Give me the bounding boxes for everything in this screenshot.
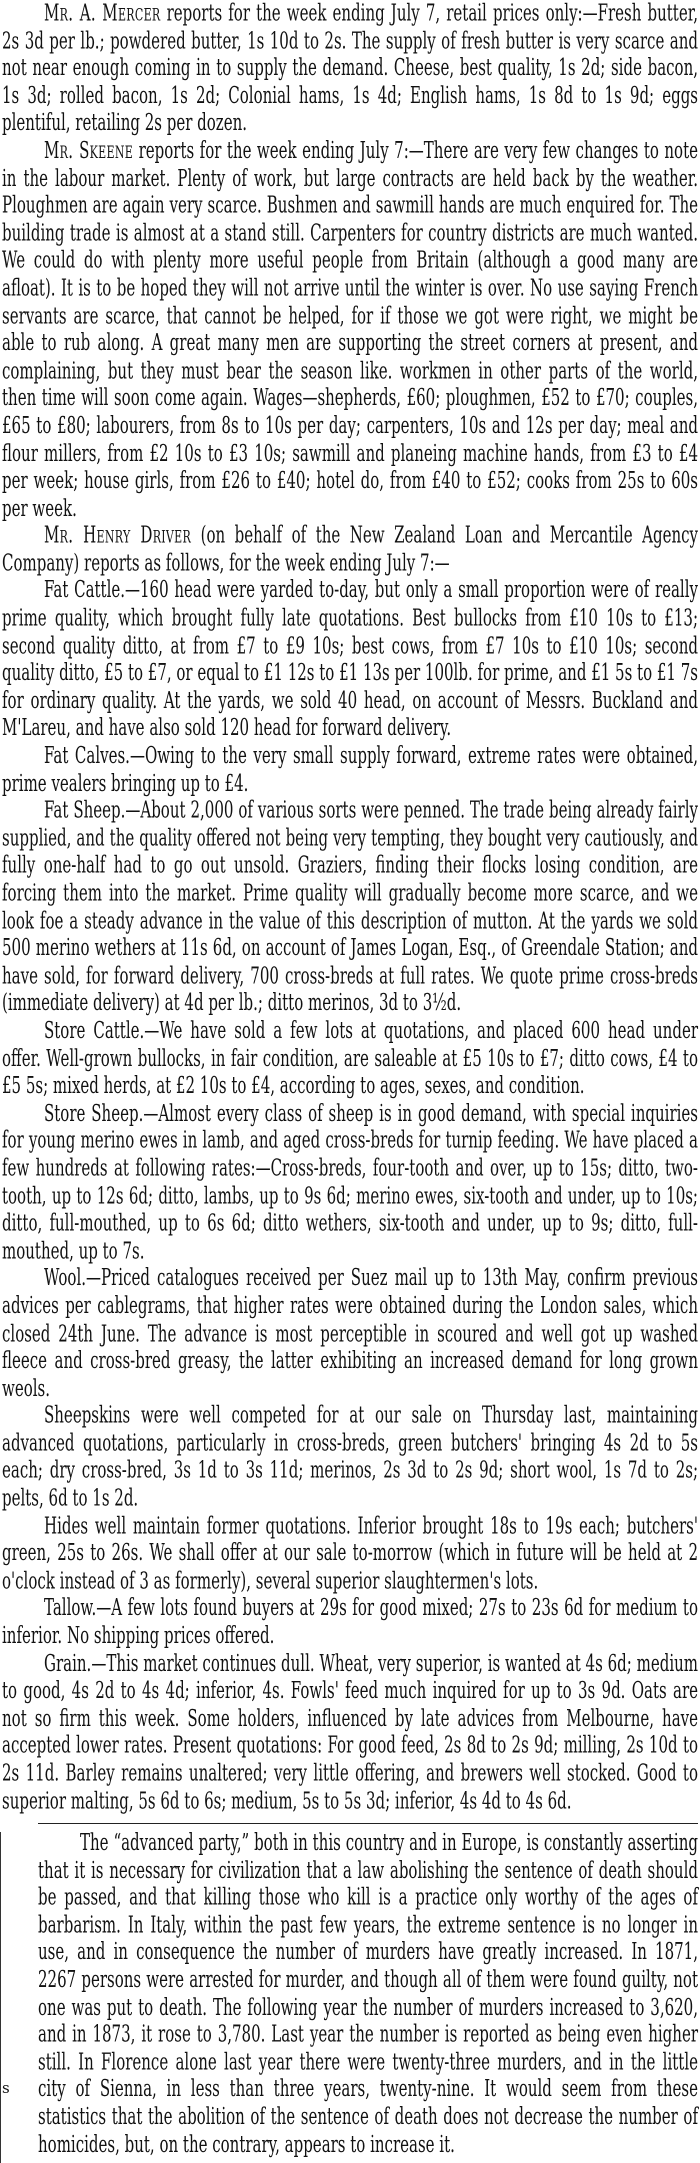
section-fat-calves: Fat Calves.—Owing to the very small supply forward, extreme rates were obtained, prime vealers bringing up to £4.: [2, 741, 698, 797]
market-reports-text: [2, 0, 698, 1815]
section-tallow: Tallow.—A few lots found buyers at 29s for good mixed; 27s to 23s 6d for medium to inferior. No shipping prices offered.: [2, 1593, 698, 1650]
editorial-fitbox: [2, 1828, 698, 2158]
mercer-name: Mr. A. Mercer: [44, 0, 161, 27]
adjacent-column-edge: [0, 1832, 2, 2163]
section-sheepskins: Sheepskins were well competed for at our sale on Thursday last, maintaining advanced quotations, particularly in cross-breds, green butchers' bringing 4s 2d to 5s each; dry cross-bred, 3s 1d to 3s 11d; merinos, 2s 3d to 2s 9d; short wool, 1s 7d to 2s; pelts, 6d to 1s 2d.: [2, 1401, 698, 1512]
market-reports-fitbox: [2, 0, 698, 1815]
editorial-paragraph: The “advanced party,” both in this country and in Europe, is constantly asserting that it is necessary for civilization that a law abolishing the sentence of death should be passed, and that killing those who kill is a practice only worthy of the ages of barbarism. In Italy, within the past few years, the extreme sentence is no longer in use, and in consequence the number of murders have greatly increased. In 1871, 2267 persons were arrested for murder, and though all of them were found guilty, not one was put to death. The following year the number of murders increased to 3,620, and in 1873, it rose to 3,780. Last year the number is reported as being even higher still. In Florence alone last year there were twenty-three murders, and in the little city of Sienna, in less than three years, twenty-nine. It would seem from these statistics that the abolition of the sentence of death does not decrease the number of homicides, but, on the contrary, appears to increase it.: [38, 1828, 698, 2158]
skeene-report: [2, 135, 698, 523]
section-fat-cattle: Fat Cattle.—160 head were yarded to-day, but only a small proportion were of really prime quality, which brought fully late quotations. Best bullocks from £10 10s to £13; second quality ditto, at from £7 to £9 10s; best cows, from £7 10s to £10 10s; second quality ditto, £5 to £7, or equal to £1 12s to £1 13s per 100lb. for prime, and £1 5s to £1 7s for ordinary quality. At the yards, we sold 40 head, on account of Messrs. Buckland and M'Lareu, and have also sold 120 head for forward delivery.: [2, 576, 698, 742]
editorial-article: [2, 1830, 698, 2163]
skeene-text: reports for the week ending July 7:—There are very few changes to note in the labour market. Plenty of work, but large contracts are held back by the weather. Ploughmen are again very scarce. Bushmen and sawmill hands are much enquired for. The building trade is almost at a stand still. Carpenters for country districts are much wanted. We could do with plenty more useful people from Britain (although a good many are afloat). It is to be hoped they will not arrive until the winter is over. No use saying French servants are scarce, that cannot be helped, for if those we got were right, we might be able to rub along. A great many men are supporting the street corners at present, and complaining, but they must bear the season like. workmen in other parts of the world, then time will soon come again. Wages—shepherds, £60; ploughmen, £52 to £70; couples, £65 to £80; labourers, from 8s to 10s per day; carpenters, 10s and 12s per day; meal and flour millers, from £2 10s to £3 10s; sawmill and planeing machine hands, from £3 to £4 per week; house girls, from £26 to £40; hotel do, from £40 to £52; cooks from 25s to 60s per week.: [2, 135, 698, 522]
editorial-text-wrap: [2, 1830, 698, 2158]
section-grain: Grain.—This market continues dull. Wheat, very superior, is wanted at 4s 6d; medium to good, 4s 2d to 4s 4d; inferior, 4s. Fowls' feed much inquired for up to 3s 9d. Oats are not so firm this week. Some holders, influenced by late advices from Melbourne, have accepted lower rates. Present quotations: For good feed, 2s 8d to 2s 9d; milling, 2s 10d to 2s 11d. Barley remains unaltered; very little offering, and brewers well stocked. Good to superior malting, 5s 6d to 6s; medium, 5s to 5s 3d; inferior, 4s 4d to 4s 6d.: [2, 1648, 698, 1815]
section-store-sheep: Store Sheep.—Almost every class of sheep is in good demand, with special inquiries for young merino ewes in lamb, and aged cross-breds for turnip feeding. We have placed a few hundreds at following rates:—Cross-breds, four-tooth and over, up to 15s; ditto, two-tooth, up to 12s 6d; ditto, lambs, up to 9s 6d; merino ewes, six-tooth and under, up to 10s; ditto, full-mouthed, up to 6s 6d; ditto wethers, six-tooth and under, up to 9s; ditto, full-mouthed, up to 7s.: [2, 1098, 698, 1265]
driver-report-intro: [2, 523, 698, 578]
section-store-cattle: Store Cattle.—We have sold a few lots at quotations, and placed 600 head under offer. Well-grown bullocks, in fair condition, are saleable at £5 10s to £7; ditto cows, £4 to £5 5s; mixed herds, at £2 10s to £4, according to ages, sexes, and condition.: [2, 1016, 698, 1100]
mercer-text: reports for the week ending July 7, retail prices only:—Fresh butter, 2s 3d per lb.; powdered butter, 1s 10d to 2s. The supply of fresh butter is very scarce and not near enough coming in to supply the demand. Cheese, best quality, 1s 2d; side bacon, 1s 3d; rolled bacon, 1s 2d; Colonial hams, 1s 4d; English hams, 1s 8d to 1s 9d; eggs plentiful, retailing 2s per dozen.: [2, 0, 698, 137]
adjacent-column-fragment: s: [2, 2079, 10, 2097]
section-hides: Hides well maintain former quotations. Inferior brought 18s to 19s each; butchers' green, 25s to 26s. We shall offer at our sale to-morrow (which in future will be held at 2 o'clock instead of 3 as formerly), several superior slaughtermen's lots.: [2, 1511, 698, 1595]
section-divider: [38, 1823, 698, 1824]
driver-intro: (on behalf of the New Zealand Loan and Mercantile Agency Company) reports as follows, for the week ending July 7:—: [2, 521, 698, 577]
section-fat-sheep: Fat Sheep.—About 2,000 of various sorts were penned. The trade being already fairly supplied, and the quality offered not being very tempting, they bought very cautiously, and fully one-half had to go out unsold. Graziers, finding their flocks losing condition, are forcing them into the market. Prime quality will gradually become more scarce, and we look foe a steady advance in the value of this description of mutton. At the yards we sold 500 merino wethers at 11s 6d, on account of James Logan, Esq., of Greendale Station; and have sold, for forward delivery, 700 cross-breds at full rates. We quote prime cross-breds (immediate delivery) at 4d per lb.; ditto merinos, 3d to 3½d.: [2, 796, 698, 1017]
mercer-report: [2, 0, 698, 138]
driver-name: Mr. Henry Driver: [44, 521, 192, 550]
section-wool: Wool.—Priced catalogues received per Suez mail up to 13th May, confirm previous advices per cablegrams, that higher rates were obtained during the London sales, which closed 24th June. The advance is most perceptible in scoured and well got up washed fleece and cross-bred greasy, the latter exhibiting an increased demand for long grown weols.: [2, 1263, 698, 1402]
skeene-name: Mr. Skeene: [44, 135, 134, 165]
market-reports: [2, 0, 698, 1820]
